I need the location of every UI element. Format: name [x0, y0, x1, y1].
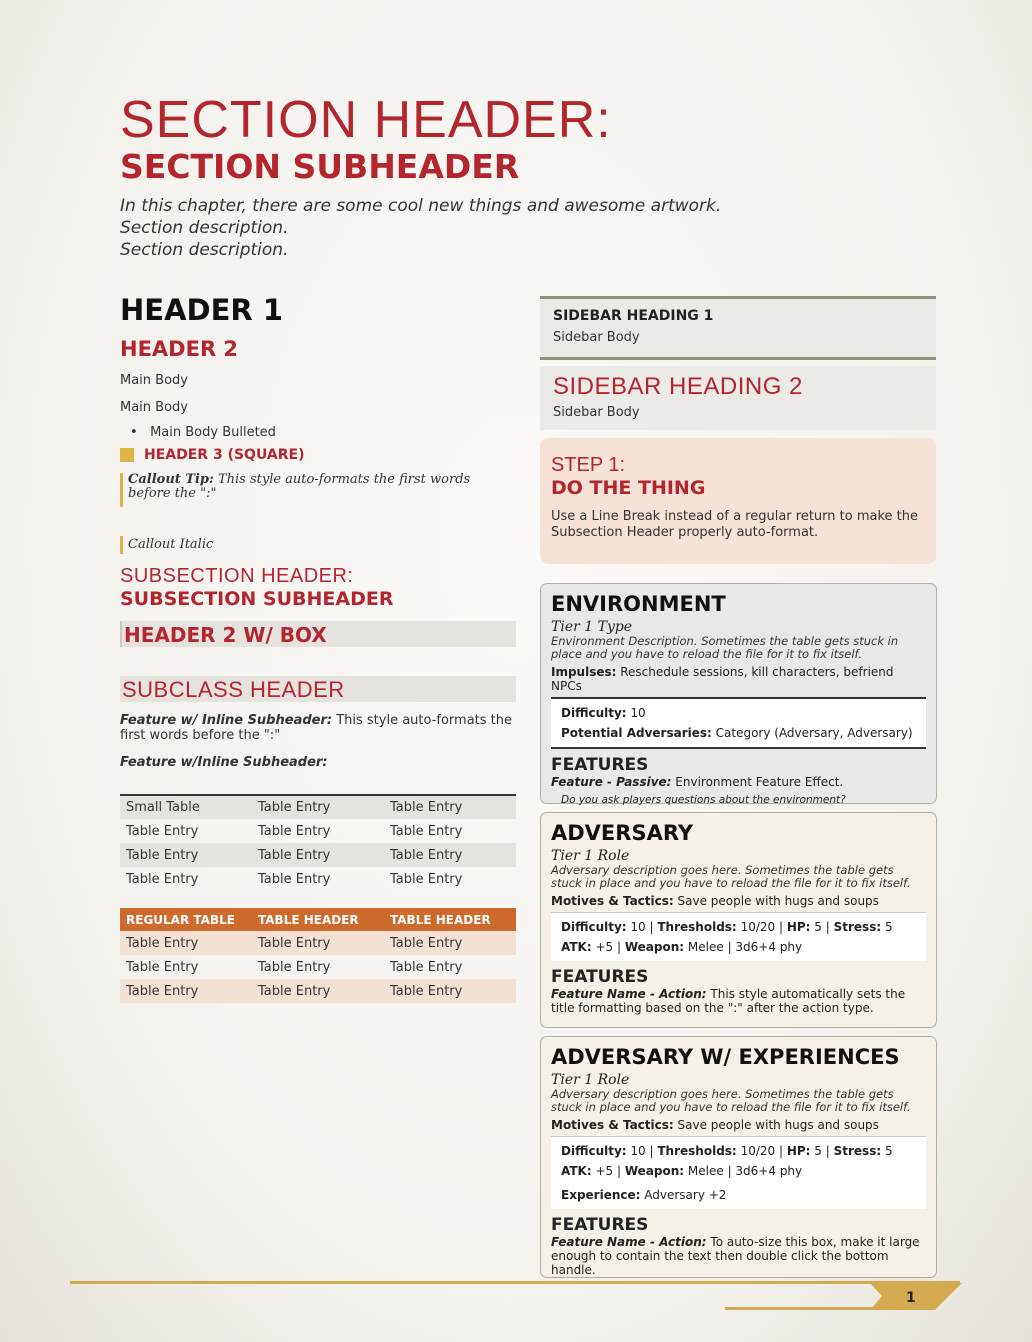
square-icon — [120, 448, 134, 462]
table-cell: Table Entry — [258, 823, 331, 839]
table-row — [120, 795, 516, 819]
environment-card — [540, 583, 937, 804]
card-description: Adversary description goes here. Sometimes the table gets stuck in place and you have to reload the file for it to fix itself. — [551, 863, 911, 890]
description-line: Section description. — [120, 218, 289, 238]
table-cell: Table Entry — [126, 871, 199, 887]
table-cell: Table Entry — [384, 931, 516, 955]
table-cell: Table Entry — [252, 979, 384, 1003]
motives-label: Motives & Tactics: — [551, 894, 674, 908]
adversaries-value: Category (Adversary, Adversary) — [711, 726, 913, 740]
features-heading: FEATURES — [551, 1215, 649, 1235]
table-cell: Table Entry — [390, 800, 463, 815]
card-description: Adversary description goes here. Sometimes the table gets stuck in place and you have to reload the file for it to fix itself. — [551, 1087, 911, 1114]
table-row — [120, 843, 516, 867]
stress-label: Stress: — [833, 1144, 882, 1158]
feature-label: Feature Name - Action: — [551, 1235, 707, 1249]
motives-value: Save people with hugs and soups — [673, 1118, 879, 1132]
stress-label: Stress: — [833, 920, 882, 934]
damage-value: 3d6+4 phy — [735, 1164, 803, 1178]
stress-value: 5 — [884, 920, 893, 934]
stat-block: Difficulty: 10 | Thresholds: 10/20 | HP: 5 | Stress: 5 ATK: +5 | Weapon: Melee | 3d6+4 phy — [551, 912, 926, 961]
features-heading: FEATURES — [551, 967, 649, 987]
subsection-header: SUBSECTION HEADER: — [120, 565, 354, 587]
motives-label: Motives & Tactics: — [551, 1118, 674, 1132]
card-tier: Tier 1 Type — [551, 619, 633, 635]
hp-label: HP: — [786, 920, 811, 934]
step-title: DO THE THING — [551, 477, 706, 499]
sidebar-heading: SIDEBAR HEADING 2 — [553, 373, 803, 400]
page-number-banner — [720, 1281, 965, 1313]
section-header: SECTION HEADER: — [120, 91, 612, 149]
small-table — [120, 794, 516, 891]
sidebar-body: Sidebar Body — [553, 330, 640, 345]
table-cell: Table Entry — [258, 871, 331, 887]
damage-value: 3d6+4 phy — [735, 940, 803, 954]
table-cell: Table Entry — [390, 871, 463, 887]
stat-block: Difficulty: 10 | Thresholds: 10/20 | HP: 5 | Stress: 5 ATK: +5 | Weapon: Melee | 3d6+4 phy Experience: Adversary +2 — [551, 1136, 926, 1209]
table-row — [120, 819, 516, 843]
impulses-label: Impulses: — [551, 665, 617, 679]
weapon-value: Melee — [687, 1164, 724, 1178]
table-cell: Table Entry — [258, 847, 331, 863]
feature-text: This style automatically sets the title formatting based on the ":" after the action type. — [551, 987, 906, 1015]
header-2-box: HEADER 2 W/ BOX — [120, 621, 516, 647]
table-header: TABLE HEADER — [384, 908, 516, 931]
atk-value: +5 — [595, 1164, 614, 1178]
callout-italic: Callout Italic — [120, 536, 213, 554]
table-cell: Table Entry — [390, 847, 463, 863]
step-label: STEP 1: — [551, 454, 626, 476]
card-title: ENVIRONMENT — [551, 592, 726, 616]
hp-value: 5 — [814, 1144, 822, 1158]
description-line: Section description. — [120, 240, 289, 260]
table-header: REGULAR TABLE — [120, 908, 252, 931]
difficulty-label: Difficulty: — [561, 1144, 627, 1158]
table-row — [120, 867, 516, 891]
weapon-label: Weapon: — [624, 1164, 685, 1178]
sidebar-body: Sidebar Body — [553, 405, 640, 420]
step-box — [540, 438, 936, 564]
sidebar-1 — [540, 296, 936, 360]
feature-text: Environment Feature Effect. — [671, 775, 844, 789]
feature-label: Feature Name - Action: — [551, 987, 707, 1001]
card-title: ADVERSARY W/ EXPERIENCES — [551, 1045, 900, 1069]
table-cell: Table Entry — [390, 823, 463, 839]
table-cell: Table Entry — [258, 959, 331, 975]
main-body: Main Body — [120, 400, 188, 415]
page-number: 1 — [906, 1290, 916, 1306]
thresholds-label: Thresholds: — [657, 920, 737, 934]
callout-tip — [120, 473, 516, 507]
table-cell: Table Entry — [126, 959, 199, 975]
bulleted-item — [130, 425, 276, 440]
table-row — [120, 931, 516, 955]
adversary-experiences-card — [540, 1036, 937, 1278]
feature-label: Feature w/ Inline Subheader: — [120, 713, 333, 728]
card-description: Environment Description. Sometimes the table gets stuck in place and you have to reload the file for it to fix itself. — [551, 634, 899, 661]
step-body: Use a Line Break instead of a regular return to make the Subsection Header properly auto-format. — [551, 509, 919, 540]
weapon-label: Weapon: — [624, 940, 685, 954]
feature-inline — [120, 713, 516, 743]
experience-label: Experience: — [561, 1188, 641, 1202]
difficulty-value: 10 — [630, 1144, 646, 1158]
atk-value: +5 — [595, 940, 614, 954]
adversaries-label: Potential Adversaries: — [561, 726, 712, 740]
section-description — [120, 195, 721, 261]
description-line: In this chapter, there are some cool new things and awesome artwork. — [120, 196, 722, 216]
table-cell: Table Entry — [120, 931, 252, 955]
table-row — [120, 955, 516, 979]
difficulty-label: Difficulty: — [561, 706, 627, 720]
sidebar-heading: SIDEBAR HEADING 1 — [553, 308, 714, 324]
feature-label: Feature - Passive: — [551, 775, 672, 789]
table-cell: Table Entry — [258, 800, 331, 815]
weapon-value: Melee — [687, 940, 724, 954]
card-tier: Tier 1 Role — [551, 848, 630, 864]
thresholds-value: 10/20 — [740, 920, 776, 934]
difficulty-value: 10 — [630, 920, 646, 934]
table-cell: Table Entry — [126, 847, 199, 863]
callout-text: This style auto-formats the first words before the ":" — [128, 472, 471, 501]
table-cell: Table Entry — [120, 979, 252, 1003]
thresholds-label: Thresholds: — [657, 1144, 737, 1158]
motives-value: Save people with hugs and soups — [673, 894, 879, 908]
feature-text: This style auto-formats the first words before the ":" — [120, 713, 513, 743]
regular-table — [120, 908, 516, 1003]
card-tier: Tier 1 Role — [551, 1072, 630, 1088]
header-1: HEADER 1 — [120, 293, 284, 327]
feature-text: To auto-size this box, make it large enough to contain the text then double click the bottom handle. — [551, 1235, 920, 1277]
adversary-card — [540, 812, 937, 1028]
bullet-text: Main Body Bulleted — [150, 425, 276, 440]
bullet-icon: • — [130, 425, 138, 440]
atk-label: ATK: — [561, 1164, 592, 1178]
stress-value: 5 — [884, 1144, 893, 1158]
table-cell: Table Entry — [384, 979, 516, 1003]
table-cell: Small Table — [126, 800, 200, 815]
callout-label: Callout Tip: — [128, 472, 214, 487]
atk-label: ATK: — [561, 940, 592, 954]
sidebar-2 — [540, 366, 936, 430]
hp-label: HP: — [786, 1144, 811, 1158]
thresholds-value: 10/20 — [740, 1144, 776, 1158]
difficulty-value: 10 — [626, 706, 646, 720]
card-title: ADVERSARY — [551, 821, 694, 845]
subsection-subheader: SUBSECTION SUBHEADER — [120, 588, 394, 610]
feature-inline-only: Feature w/Inline Subheader: — [120, 755, 328, 770]
header-2: HEADER 2 — [120, 337, 239, 361]
table-cell: Table Entry — [126, 823, 199, 839]
table-row — [120, 979, 516, 1003]
header-3 — [120, 447, 304, 463]
features-heading: FEATURES — [551, 755, 649, 775]
section-subheader: SECTION SUBHEADER — [120, 147, 520, 186]
table-header: TABLE HEADER — [252, 908, 384, 931]
impulses-value: Reschedule sessions, kill characters, befriend NPCs — [551, 665, 894, 693]
subclass-header: SUBCLASS HEADER — [120, 676, 516, 702]
table-cell: Table Entry — [252, 931, 384, 955]
table-cell: Table Entry — [390, 959, 463, 975]
experience-value: Adversary +2 — [640, 1188, 727, 1202]
difficulty-label: Difficulty: — [561, 920, 627, 934]
hp-value: 5 — [814, 920, 822, 934]
feature-question: Do you ask players questions about the environment? — [561, 794, 846, 806]
main-body: Main Body — [120, 373, 188, 388]
header-3-text: HEADER 3 (SQUARE) — [144, 447, 305, 463]
